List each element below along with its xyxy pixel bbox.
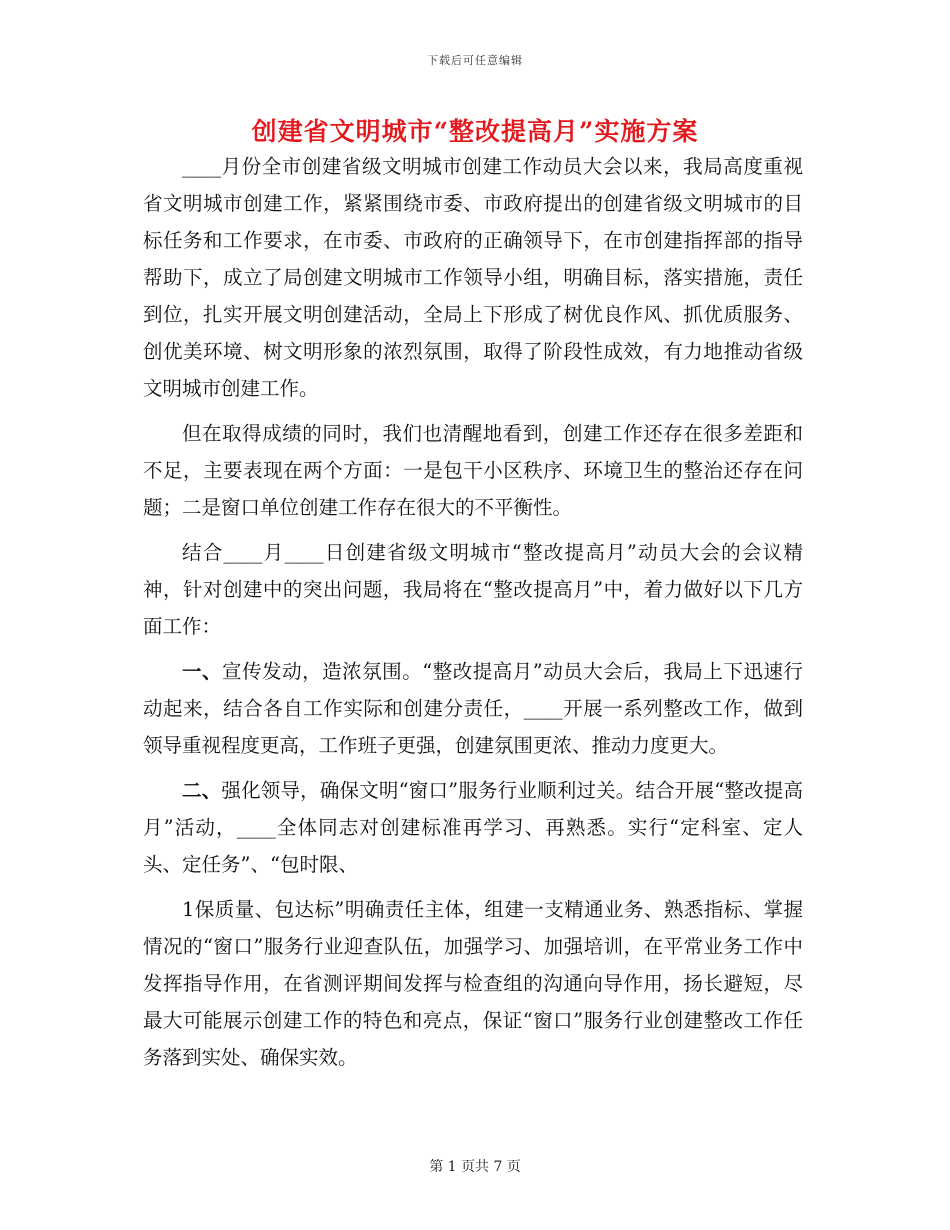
paragraph-intro — [143, 148, 803, 407]
section-one-text: 宣传发动，造浓氛围。“整改提高月”动员大会后，我局上下迅速行动起来，结合各自工作实际和创建分责任，____开展一系列整改工作，做到领导重视程度更高，工作班子更强，创建氛围更浓、推动力度更大。 — [143, 660, 803, 757]
paragraph-shortcomings — [143, 415, 803, 526]
section-two-continued-text: 1保质量、包达标”明确责任主体，组建一支精通业务、熟悉指标、掌握情况的“窗口”服务行业迎查队伍，加强学习、加强培训，在平常业务工作中发挥指导作用，在省测评期间发挥与检查组的沟通向导作用，扬长避短，尽最大可能展示创建工作的特色和亮点，保证“窗口”服务行业创建整改工作任务落到实处、确保实效。 — [143, 898, 803, 1069]
paragraph-shortcomings-text: 但在取得成绩的同时，我们也清醒地看到，创建工作还存在很多差距和不足，主要表现在两个方面：一是包干小区秩序、环境卫生的整治还存在问题；二是窗口单位创建工作存在很大的不平衡性。 — [143, 422, 803, 519]
paragraph-section-two-continued — [143, 891, 803, 1076]
page-footer: 第 1 页共 7 页 — [429, 1159, 521, 1175]
section-one-number: 一、 — [182, 660, 223, 683]
paragraph-section-one — [143, 653, 803, 764]
paragraph-intro-text: ____月份全市创建省级文明城市创建工作动员大会以来，我局高度重视省文明城市创建工作，紧紧围绕市委、市政府提出的创建省级文明城市的目标任务和工作要求，在市委、市政府的正确领导下，在市创建指挥部的指导帮助下，成立了局创建文明城市工作领导小组，明确目标，落实措施，责任到位，扎实开展文明创建活动，全局上下形成了树优良作风、抓优质服务、创优美环境、树文明形象的浓烈氛围，取得了阶段性成效，有力地推动省级文明城市创建工作。 — [143, 155, 803, 400]
paragraph-plan-intro — [143, 534, 803, 645]
section-two-text: 强化领导，确保文明“窗口”服务行业顺利过关。结合开展“整改提高月”活动，____全体同志对创建标准再学习、再熟悉。实行“定科室、定人头、定任务”、“包时限、 — [143, 779, 803, 876]
paragraph-section-two — [143, 772, 803, 883]
document-body — [143, 148, 803, 1084]
section-two-number: 二、 — [182, 779, 222, 802]
page-header: 下载后可任意编辑 — [427, 54, 523, 67]
paragraph-plan-intro-text: 结合____月____日创建省级文明城市“整改提高月”动员大会的会议精神，针对创建中的突出问题，我局将在“整改提高月”中，着力做好以下几方面工作： — [143, 541, 803, 638]
document-title: 创建省文明城市“整改提高月”实施方案 — [251, 117, 699, 146]
